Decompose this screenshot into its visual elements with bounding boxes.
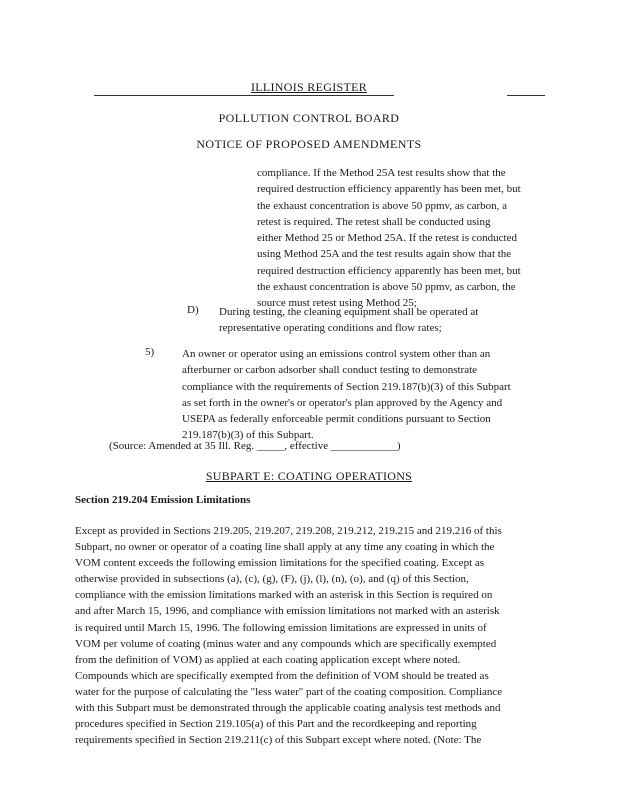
paragraph-line: the exhaust concentration is above 50 ppmv, as carbon, the: [257, 281, 516, 294]
header-rule-right: [507, 95, 545, 96]
paragraph-line: the exhaust concentration is above 50 ppmv, as carbon, a: [257, 199, 508, 212]
paragraph-line: is required until March 15, 1996. The following emission limitations are expressed in units of: [75, 621, 487, 634]
paragraph-line: source must retest using Method 25;: [257, 297, 417, 310]
paragraph-line: either Method 25 or Method 25A. If the retest is conducted: [257, 232, 517, 245]
continuation-paragraph: [257, 165, 521, 312]
paragraph-line: 219.187(b)(3) of this Subpart.: [182, 429, 314, 442]
paragraph-line: otherwise provided in subsections (a), (c), (g), (F), (j), (l), (n), (o), and (q) of this Section,: [75, 573, 469, 586]
subpart-title: SUBPART E: COATING OPERATIONS: [205, 469, 413, 483]
paragraph-line: and after March 15, 1996, and compliance with emission limitations not marked with an asterisk: [75, 605, 500, 618]
header-rule-left: [94, 95, 394, 96]
paragraph-line: with this Subpart must be demonstrated through the applicable coating analysis test methods and: [75, 702, 501, 715]
paragraph-line: VOM per volume of coating (minus water and any compounds which are specifically exempted: [75, 637, 497, 650]
paragraph-line: During testing, the cleaning equipment shall be operated at: [219, 306, 479, 318]
section-body: [75, 523, 545, 748]
paragraph-line: retest is required. The retest shall be conducted using: [257, 215, 491, 228]
board-name: POLLUTION CONTROL BOARD: [218, 111, 400, 125]
paragraph-line: compliance with the emission limitations marked with an asterisk in this Section is required on: [75, 589, 493, 602]
paragraph-line: An owner or operator using an emissions control system other than an: [182, 348, 491, 360]
paragraph-line: compliance. If the Method 25A test results show that the: [257, 167, 506, 179]
paragraph-line: Compounds which are specifically exempted from the definition of VOM should be treated as: [75, 669, 489, 682]
paragraph-line: VOM content exceeds the following emission limitations for the specified coating. Except as: [75, 557, 485, 570]
paragraph-line: Subpart, no owner or operator of a coating line shall apply at any time any coating in which the: [75, 541, 495, 554]
register-title-text: ILLINOIS REGISTER: [250, 80, 368, 94]
item-d-label: D): [187, 304, 199, 316]
paragraph-line: representative operating conditions and flow rates;: [219, 322, 442, 335]
item-5-label: 5): [145, 346, 155, 358]
item-5-paragraph: [182, 346, 511, 444]
paragraph-line: compliance with the requirements of Section 219.187(b)(3) of this Subpart: [182, 380, 511, 393]
paragraph-line: required destruction efficiency apparently has been met, but: [257, 183, 521, 196]
register-title: [0, 80, 618, 95]
paragraph-line: Except as provided in Sections 219.205, 219.207, 219.208, 219.212, 219.215 and 219.216 of this: [75, 525, 502, 537]
paragraph-line: water for the purpose of calculating the "less water" part of the coating composition. Compliance: [75, 685, 503, 698]
paragraph-line: as set forth in the owner's or operator's plan approved by the Agency and: [182, 396, 503, 409]
notice-title: NOTICE OF PROPOSED AMENDMENTS: [196, 137, 422, 151]
source-note: (Source: Amended at 35 Ill. Reg. _____, effective ____________): [109, 440, 401, 452]
paragraph-line: required destruction efficiency apparently has been met, but: [257, 264, 521, 277]
paragraph-line: from the definition of VOM) as applied at each coating application except where noted.: [75, 653, 461, 666]
item-d-paragraph: [219, 304, 478, 337]
paragraph-line: using Method 25A and the test results again show that the: [257, 248, 512, 261]
paragraph-line: USEPA as federally enforceable permit conditions pursuant to Section: [182, 413, 491, 426]
paragraph-line: requirements specified in Section 219.211(c) of this Subpart except where noted. (Note: The: [75, 734, 482, 747]
paragraph-line: procedures specified in Section 219.105(a) of this Part and the recordkeeping and reporting: [75, 718, 477, 731]
paragraph-line: afterburner or carbon adsorber shall conduct testing to demonstrate: [182, 364, 478, 377]
section-heading: Section 219.204 Emission Limitations: [75, 494, 251, 506]
